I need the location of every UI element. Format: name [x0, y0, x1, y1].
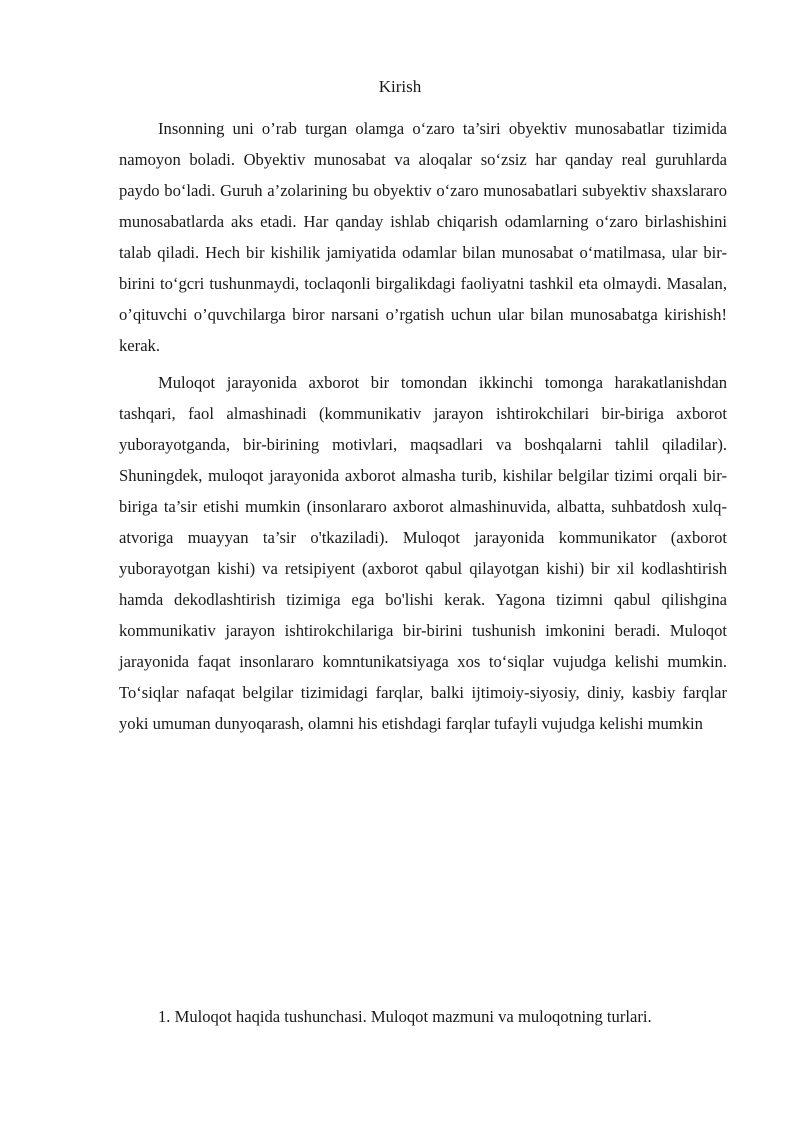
section-heading: 1. Muloqot haqida tushunchasi. Muloqot mazmuni va muloqotning turlari. — [158, 1007, 652, 1026]
body-text — [119, 113, 727, 739]
paragraph-intro: Insonning uni o’rab turgan olamga o‘zaro ta’siri obyektiv munosabatlar tizimida namoyon boladi. Obyektiv munosabat va aloqalar so‘zsiz har qanday real guruhlarda paydo bo‘ladi. Guruh a’zolarining bu obyektiv o‘zaro munosabatlari subyektiv shaxslararo munosabatlarda aks etadi. Har qanday ishlab chiqarish odamlarning o‘zaro birlashishini talab qiladi. Hech bir kishilik jamiyatida odamlar bilan munosabat o‘matilmasa, ular bir-birini to‘gcri tushunmaydi, toclaqonli birgalikdagi faoliyatni tashkil eta olmaydi. Masalan, o’qituvchi o’quvchilarga biror narsani o’rgatish uchun ular bilan munosabatga kirishish! kerak. — [119, 119, 727, 355]
page-title: Kirish — [378, 77, 422, 96]
paragraph-communication: Muloqot jarayonida axborot bir tomondan ikkinchi tomonga harakatlanishdan tashqari, faol almashinadi (kommunikativ jarayon ishtirokchilari bir-biriga axborot yuborayotganda, bir-birining motivlari, maqsadlari va boshqalarni tahlil qiladilar). Shuningdek, muloqot jarayonida axborot almasha turib, kishilar belgilar tizimi orqali bir-biriga ta’sir etishi mumkin (insonlararo axborot almashinuvida, albatta, suhbatdosh xulq-atvoriga muayyan ta’sir o'tkaziladi). Muloqot jarayonida kommunikator (axborot yuborayotgan kishi) va retsipiyent (axborot qabul qilayotgan kishi) bir xil kodlashtirish hamda dekodlashtirish tizimiga ega bo'lishi kerak. Yagona tizimni qabul qilishgina kommunikativ jarayon ishtirokchilariga bir-birini tushunish imkonini beradi. Muloqot jarayonida faqat insonlararo komntunikatsiyaga xos to‘siqlar vujudga kelishi mumkin. To‘siqlar nafaqat belgilar tizimidagi farqlar, balki ijtimoiy-siyosiy, diniy, kasbiy farqlar yoki umuman dunyoqarash, olamni his etishdagi farqlar tufayli vujudga kelishi mumkin — [119, 373, 727, 733]
